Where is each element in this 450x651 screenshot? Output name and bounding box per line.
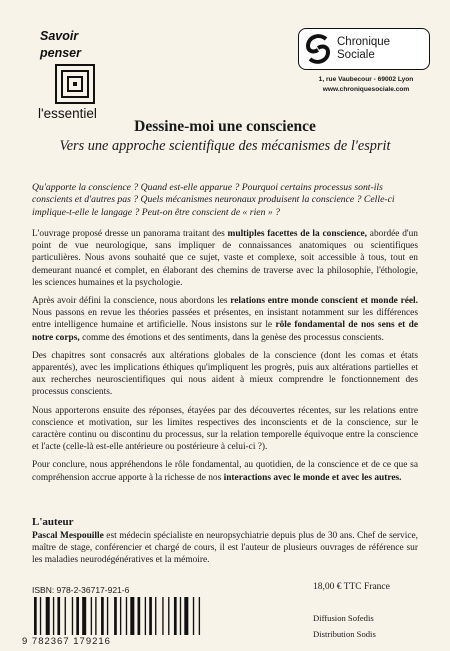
intro-questions: Qu'apporte la conscience ? Quand est-elle apparue ? Pourquoi certains processus sont-ils conscients et d'autres pas ? Quels mécanismes neuronaux produisent la conscience ? Celle-ci implique-t-elle le langage ? Peut-on être conscient de « rien » ?: [32, 182, 395, 218]
author-name: Pascal Mespouille: [32, 531, 104, 541]
publisher-website: www.chroniquesociale.com: [322, 85, 410, 93]
publisher-name: [337, 36, 390, 62]
series-line-2: penser: [40, 46, 81, 60]
diffusion: Diffusion Sofedis: [313, 613, 374, 623]
series-line-3: l'essentiel: [38, 106, 97, 121]
barcode-digits: 9 782367 179216: [22, 636, 111, 647]
emphasis: relations entre monde conscient et monde réel.: [230, 296, 419, 307]
paragraph-3: Des chapitres sont consacrés aux altérations globales de la conscience (dont les comas et états apparentés), avec les implications éthiques qu'impliquent les progrès, puis aux altérations partielles et aux recherches neuroscientifiques qui nous aident à mieux comprendre le fonctionnement des processus conscients.: [32, 350, 418, 398]
book-subtitle: Vers une approche scientifique des mécanismes de l'esprit: [59, 138, 391, 154]
nested-square-logo-icon: [55, 64, 95, 104]
paragraph-5: Pour conclure, nous appréhendons le rôle fondamental, au quotidien, de la conscience et de ce que sa compréhension accrue apporte à la richesse de nos interactions avec le monde et avec les autres.: [32, 460, 418, 483]
series-name: [40, 28, 81, 62]
author-heading: L'auteur: [32, 516, 74, 528]
publisher-logo: [298, 28, 430, 70]
distribution-block: [313, 610, 376, 642]
distribution: Distribution Sodis: [313, 629, 376, 639]
emphasis: rôle fondamental de nos sens et de notre corps,: [32, 320, 418, 343]
body-text: [32, 228, 418, 490]
publisher-address-block: [296, 75, 436, 94]
cs-logo-icon: [305, 34, 331, 64]
paragraph-2: Après avoir défini la conscience, nous abordons les relations entre monde conscient et monde réel. Nous passons en revue les théories passées et présentes, en insistant notamment sur les différences entre intelligence humaine et artificielle. Nous insistons sur le rôle fondamental de nos sens et de notre corps, comme des émotions et des sentiments, dans la genèse des processus conscients.: [32, 296, 419, 343]
publisher-name-line-2: Sociale: [337, 49, 375, 61]
barcode-icon: [32, 597, 222, 635]
publisher-address: 1, rue Vaubecour - 69002 Lyon: [318, 76, 414, 83]
paragraph-4: Nous apporterons ensuite des réponses, étayées par des découvertes récentes, sur les relations entre conscience et motivation, sur les limites respectives des inconscients et de la conscience, sur le caractère continu ou discontinu du processus, sur la relation temporelle équivoque entre la conscience et l'acte (celle-là est-elle antérieure ou postérieure à celui-ci ?).: [32, 405, 418, 453]
emphasis: multiples facettes de la conscience,: [227, 229, 368, 239]
emphasis: interactions avec le monde et avec les autres.: [223, 472, 402, 483]
publisher-name-line-1: Chronique: [337, 36, 391, 48]
author-bio: Pascal Mespouille est médecin spécialiste en neuropsychiatrie depuis plus de 30 ans. Chef de service, maître de stage, conférencier et chargé de cours, il est l'auteur de plusieurs ouvrages de référence sur les maladies neurodégénératives et la mémoire.: [32, 531, 419, 566]
series-line-1: Savoir: [40, 29, 79, 43]
paragraph-1: L'ouvrage proposé dresse un panorama traitant des multiples facettes de la conscience, abordée d'un point de vue neurologique, sans impliquer de connaissances anatomiques ou scientifiques particulières. Nous avons souhaité que ce sujet, vaste et complexe, soit accessible à tous, tout en demeurant nuancé et complet, en élaborant des chemins de traverse avec la philosophie, l'éthologie, les sciences humaines et la psychologie.: [32, 229, 418, 288]
book-title: Dessine-moi une conscience: [134, 118, 316, 135]
price: 18,00 € TTC France: [313, 582, 390, 592]
isbn: ISBN: 978-2-36717-921-6: [32, 585, 130, 595]
